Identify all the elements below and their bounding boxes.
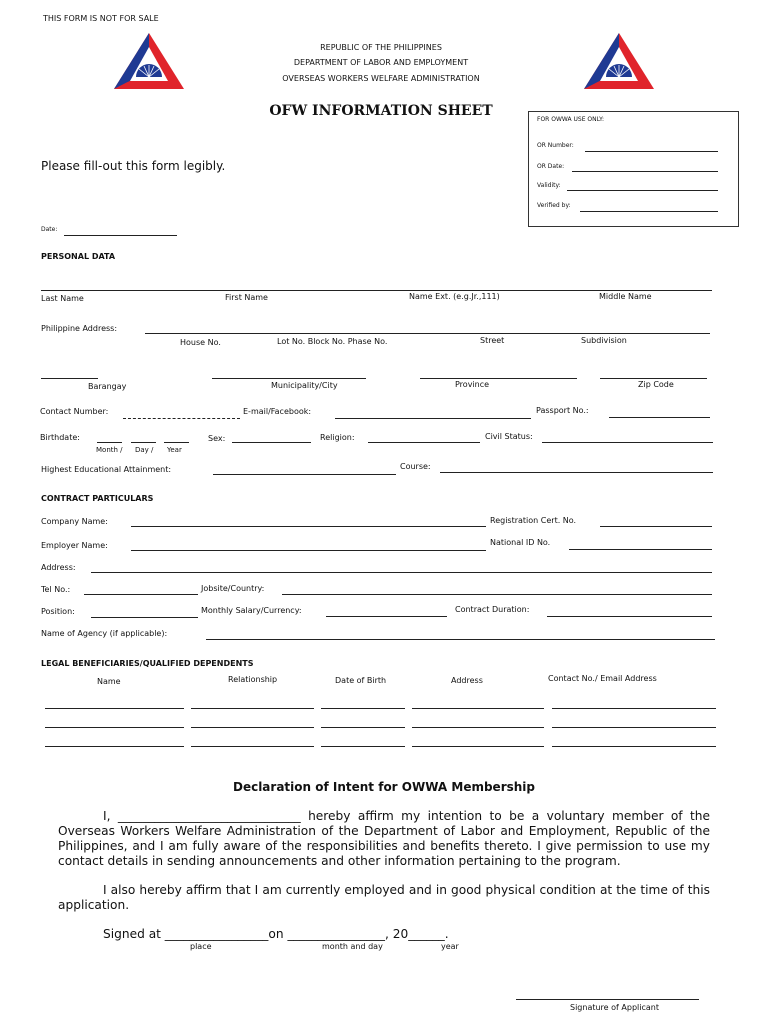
position-field[interactable] bbox=[91, 617, 198, 618]
birth-month-label: Month / bbox=[96, 446, 123, 454]
beneficiary-2-name[interactable] bbox=[45, 727, 184, 728]
beneficiary-1-contact[interactable] bbox=[552, 708, 716, 709]
not-for-sale-note: THIS FORM IS NOT FOR SALE bbox=[43, 14, 159, 23]
agency-field[interactable] bbox=[206, 639, 715, 640]
col-address: Address bbox=[451, 676, 483, 685]
personal-data-heading: PERSONAL DATA bbox=[41, 252, 116, 261]
contract-particulars-heading: CONTRACT PARTICULARS bbox=[41, 494, 154, 503]
verified-by-field[interactable] bbox=[580, 211, 718, 212]
passport-field[interactable] bbox=[609, 417, 710, 418]
beneficiary-1-address[interactable] bbox=[412, 708, 544, 709]
fill-instruction: Please fill-out this form legibly. bbox=[41, 159, 226, 173]
beneficiary-3-contact[interactable] bbox=[552, 746, 716, 747]
zip-code-field[interactable] bbox=[600, 378, 707, 379]
beneficiary-2-relationship[interactable] bbox=[191, 727, 314, 728]
email-field[interactable] bbox=[335, 418, 531, 419]
full-name-field[interactable] bbox=[41, 290, 712, 291]
signature-caption: Signature of Applicant bbox=[570, 1003, 659, 1012]
registration-cert-label: Registration Cert. No. bbox=[490, 516, 577, 525]
zip-code-label: Zip Code bbox=[638, 380, 674, 389]
place-caption: place bbox=[190, 942, 212, 951]
agency-label: Name of Agency (if applicable): bbox=[41, 629, 168, 638]
municipality-label: Municipality/City bbox=[271, 381, 338, 390]
signed-at-line: Signed at _________________on ________________, 20______. bbox=[103, 927, 449, 941]
header-line-2: DEPARTMENT OF LABOR AND EMPLOYMENT bbox=[293, 58, 469, 67]
beneficiary-3-dob[interactable] bbox=[321, 746, 405, 747]
municipality-field[interactable] bbox=[212, 378, 366, 379]
course-label: Course: bbox=[400, 462, 431, 471]
owwa-logo-left bbox=[112, 31, 186, 91]
header-line-1: REPUBLIC OF THE PHILIPPINES bbox=[320, 43, 442, 52]
jobsite-field[interactable] bbox=[282, 594, 712, 595]
email-label: E-mail/Facebook: bbox=[243, 407, 312, 416]
beneficiary-2-contact[interactable] bbox=[552, 727, 716, 728]
address-field[interactable] bbox=[91, 572, 712, 573]
monthly-salary-field[interactable] bbox=[326, 616, 447, 617]
validity-label: Validity: bbox=[537, 182, 561, 189]
national-id-field[interactable] bbox=[569, 549, 712, 550]
owwa-logo-right bbox=[582, 31, 656, 91]
signature-field[interactable] bbox=[516, 999, 699, 1000]
company-name-field[interactable] bbox=[131, 526, 486, 527]
monthly-salary-label: Monthly Salary/Currency: bbox=[201, 606, 302, 615]
birth-day-field[interactable] bbox=[131, 442, 156, 443]
company-name-label: Company Name: bbox=[41, 517, 108, 526]
position-label: Position: bbox=[41, 607, 75, 616]
beneficiary-2-dob[interactable] bbox=[321, 727, 405, 728]
form-title: OFW INFORMATION SHEET bbox=[269, 103, 493, 119]
sex-label: Sex: bbox=[208, 434, 226, 443]
province-field[interactable] bbox=[420, 378, 577, 379]
or-date-field[interactable] bbox=[572, 171, 718, 172]
beneficiary-3-address[interactable] bbox=[412, 746, 544, 747]
declaration-title: Declaration of Intent for OWWA Membership bbox=[232, 780, 535, 794]
middle-name-label: Middle Name bbox=[599, 292, 652, 301]
subdivision-label: Subdivision bbox=[581, 336, 627, 345]
owwa-box-heading: FOR OWWA USE ONLY: bbox=[537, 116, 605, 123]
declaration-paragraph-2: I also hereby affirm that I am currently employed and in good physical condition at the time of this application. bbox=[58, 883, 710, 912]
philippine-address-field[interactable] bbox=[145, 333, 710, 334]
beneficiaries-heading: LEGAL BENEFICIARIES/QUALIFIED DEPENDENTS bbox=[41, 659, 254, 668]
col-relationship: Relationship bbox=[228, 675, 278, 684]
employer-name-label: Employer Name: bbox=[41, 541, 108, 550]
last-name-label: Last Name bbox=[41, 294, 84, 303]
or-number-label: OR Number: bbox=[537, 142, 574, 149]
contract-duration-label: Contract Duration: bbox=[455, 605, 530, 614]
passport-label: Passport No.: bbox=[536, 406, 589, 415]
validity-field[interactable] bbox=[567, 190, 718, 191]
house-no-label: House No. bbox=[180, 338, 221, 347]
philippine-address-label: Philippine Address: bbox=[41, 324, 118, 333]
birthdate-label: Birthdate: bbox=[40, 433, 80, 442]
or-date-label: OR Date: bbox=[537, 163, 565, 170]
civil-status-label: Civil Status: bbox=[485, 432, 533, 441]
tel-no-label: Tel No.: bbox=[41, 585, 71, 594]
religion-field[interactable] bbox=[368, 442, 480, 443]
beneficiary-3-relationship[interactable] bbox=[191, 746, 314, 747]
jobsite-label: Jobsite/Country: bbox=[201, 584, 265, 593]
declaration-paragraph-1: I, ______________________________ hereby affirm my intention to be a voluntary member of the Overseas Workers Welfare Administration of the Department of Labor and Employment, Republic of the Philippines, and I am fully aware of the responsibilities and benefits thereto. I give permission to use my contact details in sending announcements and other information pertaining to the program. bbox=[58, 809, 710, 868]
tel-no-field[interactable] bbox=[84, 594, 198, 595]
contact-number-field[interactable] bbox=[123, 418, 240, 419]
education-field[interactable] bbox=[213, 474, 396, 475]
beneficiary-3-name[interactable] bbox=[45, 746, 184, 747]
first-name-label: First Name bbox=[225, 293, 268, 302]
barangay-label: Barangay bbox=[88, 382, 127, 391]
beneficiary-1-name[interactable] bbox=[45, 708, 184, 709]
date-label: Date: bbox=[41, 226, 58, 233]
street-label: Street bbox=[480, 336, 505, 345]
col-name: Name bbox=[97, 677, 121, 686]
province-label: Province bbox=[455, 380, 490, 389]
beneficiary-2-address[interactable] bbox=[412, 727, 544, 728]
or-number-field[interactable] bbox=[585, 151, 718, 152]
course-field[interactable] bbox=[440, 472, 713, 473]
verified-by-label: Verified by: bbox=[537, 202, 571, 209]
month-day-caption: month and day bbox=[322, 942, 383, 951]
national-id-label: National ID No. bbox=[490, 538, 551, 547]
address-label: Address: bbox=[41, 563, 76, 572]
barangay-field[interactable] bbox=[41, 378, 98, 379]
sex-field[interactable] bbox=[232, 442, 311, 443]
col-date-of-birth: Date of Birth bbox=[335, 676, 387, 685]
contract-duration-field[interactable] bbox=[547, 616, 712, 617]
employer-name-field[interactable] bbox=[131, 550, 486, 551]
birth-year-field[interactable] bbox=[164, 442, 189, 443]
beneficiary-1-dob[interactable] bbox=[321, 708, 405, 709]
education-label: Highest Educational Attainment: bbox=[41, 465, 172, 474]
civil-status-field[interactable] bbox=[542, 442, 713, 443]
contact-number-label: Contact Number: bbox=[40, 407, 109, 416]
date-field[interactable] bbox=[64, 235, 177, 236]
beneficiary-1-relationship[interactable] bbox=[191, 708, 314, 709]
col-contact: Contact No./ Email Address bbox=[548, 674, 657, 683]
header-line-3: OVERSEAS WORKERS WELFARE ADMINISTRATION bbox=[282, 74, 480, 83]
birth-month-field[interactable] bbox=[97, 442, 122, 443]
birth-day-label: Day / bbox=[135, 446, 154, 454]
year-caption: year bbox=[441, 942, 459, 951]
name-ext-label: Name Ext. (e.g.Jr.,111) bbox=[409, 292, 500, 301]
religion-label: Religion: bbox=[320, 433, 355, 442]
lot-block-label: Lot No. Block No. Phase No. bbox=[277, 337, 388, 346]
registration-cert-field[interactable] bbox=[600, 526, 712, 527]
birth-year-label: Year bbox=[167, 446, 182, 454]
